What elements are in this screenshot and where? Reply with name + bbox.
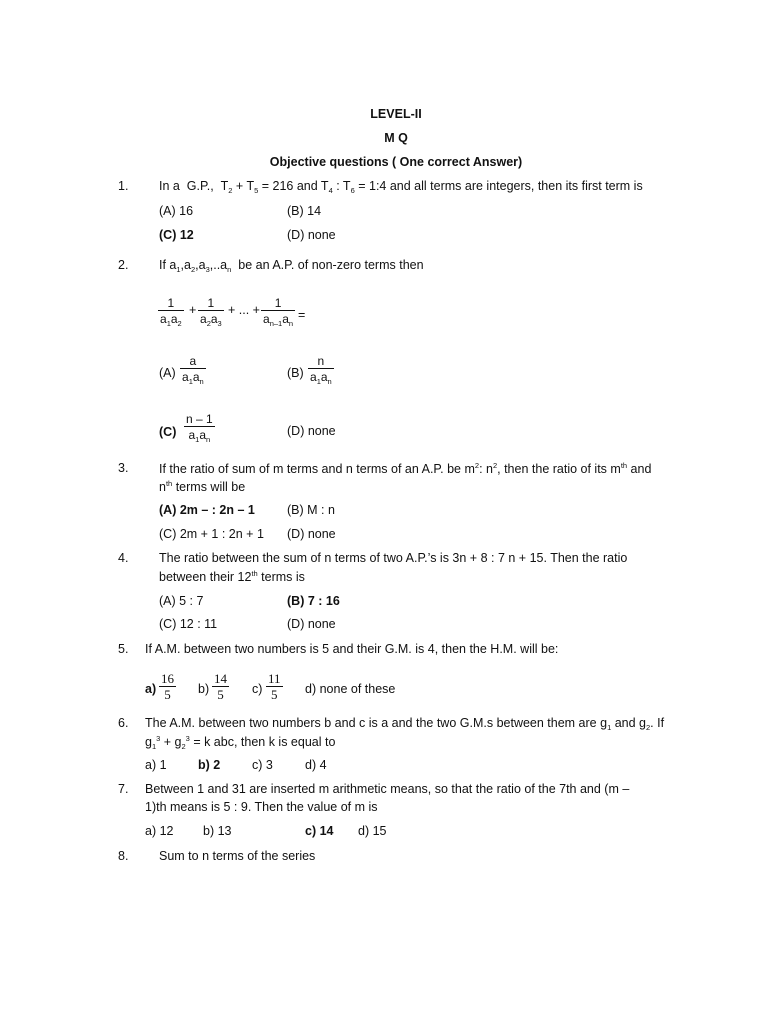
- option-b[interactable]: (B) 14: [287, 204, 322, 218]
- term-fraction: $\frac{1}{a_2a_3}$: [198, 296, 224, 331]
- option-c[interactable]: c): [252, 682, 263, 696]
- question-text: Sum to n terms of the series: [159, 849, 316, 863]
- option-b[interactable]: b): [198, 682, 210, 696]
- option-c[interactable]: c) 3: [252, 758, 273, 772]
- option-a[interactable]: (A) 5 : 7: [159, 594, 204, 608]
- option-b[interactable]: (B) M : n: [287, 503, 335, 517]
- option-a-correct[interactable]: a): [145, 682, 157, 696]
- option-a-fraction: $\frac{a}{a_1a_n}$: [180, 354, 206, 389]
- question-number: 3.: [118, 461, 129, 475]
- option-d[interactable]: (D) none: [287, 527, 336, 541]
- option-d[interactable]: d) 4: [305, 758, 327, 772]
- question-number: 2.: [118, 258, 129, 272]
- option-a[interactable]: (A) 16: [159, 204, 194, 218]
- mq-heading: M Q: [384, 131, 408, 145]
- term-fraction: $\frac{1}{a_1a_2}$: [158, 296, 184, 331]
- option-b-fraction: $\frac{14}{5}$: [214, 671, 227, 702]
- option-b[interactable]: (B): [287, 366, 304, 380]
- option-d[interactable]: (D) none: [287, 617, 336, 631]
- option-a[interactable]: a) 12: [145, 824, 174, 838]
- option-a-fraction: $\frac{16}{5}$: [161, 671, 174, 702]
- question-number: 1.: [118, 179, 129, 193]
- term-fraction: $\frac{1}{a_{n-1}a_n}$: [261, 296, 295, 331]
- option-d[interactable]: (D) none: [287, 228, 336, 242]
- section-subtitle: Objective questions ( One correct Answer): [269, 155, 523, 169]
- option-c-fraction: $\frac{n - 1}{a_1a_n}$: [184, 412, 215, 447]
- option-d[interactable]: d) 15: [358, 824, 387, 838]
- question-text: Between 1 and 31 are inserted m arithmetic means, so that the ratio of the 7th and (m –: [145, 782, 630, 796]
- question-number: 6.: [118, 716, 129, 730]
- option-d[interactable]: (D) none: [287, 424, 336, 438]
- question-number: 4.: [118, 551, 129, 565]
- question-text: The ratio between the sum of n terms of two A.P.’s is 3n + 8 : 7 n + 15. Then the ratio: [159, 551, 628, 565]
- question-text: If A.M. between two numbers is 5 and their G.M. is 4, then the H.M. will be:: [145, 642, 559, 656]
- option-c[interactable]: (C) 2m + 1 : 2n + 1: [159, 527, 264, 541]
- option-a[interactable]: a) 1: [145, 758, 167, 772]
- option-c-correct[interactable]: (C) 12: [159, 228, 194, 242]
- question-text-cont: $n^{th}$ terms will be: [159, 479, 246, 494]
- question-text-cont: between their 12th terms is: [159, 569, 305, 584]
- question-number: 7.: [118, 782, 129, 796]
- question-text: In a G.P., $T_2 + T_5 = 216$ and $T_4$ : $T_6$ = 1:4 and all terms are integers, then its first term is: [159, 179, 643, 195]
- option-b-fraction: $\frac{n}{a_1a_n}$: [308, 354, 334, 389]
- option-d[interactable]: d) none of these: [305, 682, 396, 696]
- option-b-correct[interactable]: b) 2: [198, 758, 221, 772]
- option-c[interactable]: (C) 12 : 11: [159, 617, 218, 631]
- option-c-correct[interactable]: (C): [159, 425, 177, 439]
- option-b[interactable]: b) 13: [203, 824, 232, 838]
- question-text: If $a_1,a_2,a_3,..a_n$ be an A.P. of non-zero terms then: [159, 258, 424, 274]
- question-text: The A.M. between two numbers b and c is a and the two G.M.s between them are $g_1$ and $g_2$. If: [145, 716, 665, 732]
- question-text-cont: 1)th means is 5 : 9. Then the value of m is: [145, 800, 378, 814]
- question-text-cont: $g_1^3 + g_2^3 = k$ abc, then k is equal to: [145, 734, 336, 751]
- option-c-fraction: $\frac{11}{5}$: [268, 671, 281, 702]
- question-text: If the ratio of sum of m terms and n terms of an A.P. be $m^2$: $n^2$, then the ratio of its $m^{th}$ and: [159, 461, 652, 476]
- question-number: 8.: [118, 849, 129, 863]
- option-c-correct[interactable]: c) 14: [305, 824, 334, 838]
- question-number: 5.: [118, 642, 129, 656]
- option-a[interactable]: (A): [159, 366, 176, 380]
- option-a-correct[interactable]: (A) 2m – : 2n – 1: [159, 503, 255, 517]
- option-b-correct[interactable]: (B) 7 : 16: [287, 594, 340, 608]
- level-heading: LEVEL-II: [370, 107, 422, 121]
